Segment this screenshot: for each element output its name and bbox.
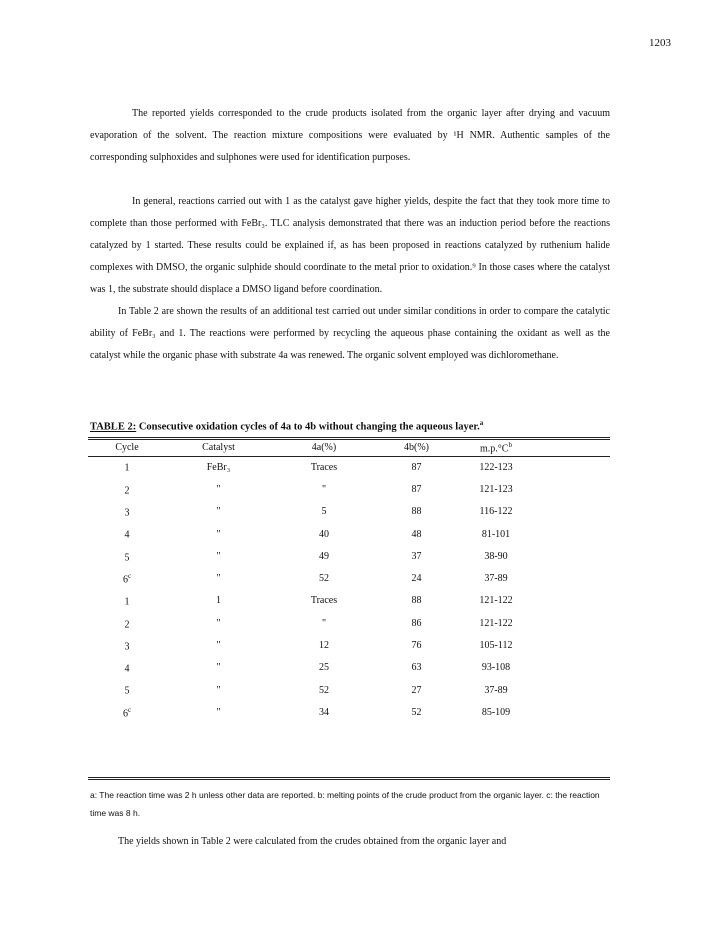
- table-row: [88, 657, 610, 679]
- catalyst-cell: ": [216, 640, 221, 652]
- catalyst-cell: ": [216, 550, 221, 562]
- yield-4a-cell: 5: [321, 506, 327, 518]
- fill-cell: [536, 634, 610, 656]
- cycle-cell: 1: [124, 596, 130, 608]
- table-header-row: [88, 439, 610, 456]
- fill-cell: [536, 501, 610, 523]
- yield-4a-cell: 34: [319, 706, 329, 718]
- catalyst-cell: ": [216, 706, 221, 718]
- melting-point-cell: 37-89: [484, 573, 508, 585]
- yield-4a-cell: 25: [319, 662, 329, 674]
- melting-point-cell: 93-108: [481, 662, 511, 674]
- table-bottom-rule-2: [88, 779, 610, 780]
- fill-cell: [536, 456, 610, 478]
- cycle-cell: 3: [124, 641, 130, 653]
- cycle-note: c: [127, 571, 132, 580]
- paragraph-3: In Table 2 are shown the results of an additional test carried out under similar conditions in order to compare the catalytic ability of FeBr₃ and 1. The reactions were performed by recycling the aqueous phase containing the oxidant as well as the catalyst while the organic phase with substrate 4a was renewed. The organic solvent employed was dichloromethane.: [90, 306, 610, 361]
- table-caption: [90, 419, 483, 433]
- table-row: [88, 567, 610, 589]
- melting-point-cell: 116-122: [479, 506, 513, 518]
- table-row: [88, 456, 610, 478]
- table-row: [88, 612, 610, 634]
- catalyst-cell: ": [216, 617, 221, 629]
- fill-cell: [536, 679, 610, 701]
- catalyst-cell: ": [216, 684, 221, 696]
- yield-4a-cell: 52: [319, 684, 329, 696]
- yield-4a-cell: Traces: [310, 461, 338, 473]
- yield-4b-cell: 24: [411, 573, 422, 585]
- cycle-cell: 1: [124, 462, 130, 474]
- cycle-cell: 6$^c$: [122, 705, 132, 720]
- cycle-cell: 4: [124, 529, 130, 541]
- header-mp: [456, 439, 536, 456]
- paragraph-2: In general, reactions carried out with 1 as the catalyst gave higher yields, despite the fact that they took more time to complete than those performed with FeBr₃. TLC analysis demonstrated that there was an induction period before the reactions catalyzed by 1 started. These results could be explained if, as has been proposed in reactions catalyzed by ruthenium halide complexes with DMSO, the organic sulphide should coordinate to the metal prior to oxidation.⁹ In those cases where the catalyst was 1, the substrate should displace a DMSO ligand before coordination.: [90, 196, 610, 295]
- fill-cell: [536, 657, 610, 679]
- catalyst-cell: ": [216, 662, 221, 674]
- fill-cell: [536, 612, 610, 634]
- catalyst-cell: ": [216, 573, 221, 585]
- yield-4a-cell: ": [321, 483, 327, 495]
- cycle-cell: 6$^c$: [122, 571, 132, 586]
- melting-point-cell: 37-89: [484, 684, 508, 696]
- catalyst-cell: ": [216, 528, 221, 540]
- table-row: [88, 478, 610, 500]
- catalyst-cell: 1: [216, 595, 221, 607]
- table-label: TABLE 2:: [90, 421, 137, 433]
- paragraph-1: The reported yields corresponded to the crude products isolated from the organic layer after drying and vacuum evaporation of the solvent. The reaction mixture compositions were evaluated by ¹H NMR. Authentic samples of the corresponding sulphoxides and sulphones were used for identification purposes.: [90, 108, 610, 163]
- yield-4a-cell: 49: [319, 550, 329, 562]
- table-row: [88, 545, 610, 567]
- table-row: [88, 501, 610, 523]
- final-paragraph: The yields shown in Table 2 were calculated from the crudes obtained from the organic layer and: [118, 836, 507, 847]
- yield-4b-cell: 52: [411, 706, 422, 718]
- cycle-cell: 5: [124, 552, 130, 563]
- fill-cell: [536, 523, 610, 545]
- table-row: [88, 523, 610, 545]
- melting-point-cell: 122-123: [479, 461, 513, 473]
- melting-point-cell: 121-122: [479, 595, 513, 607]
- table-row: [88, 634, 610, 656]
- yield-4b-cell: 37: [411, 550, 422, 562]
- yield-4b-cell: 87: [411, 461, 422, 473]
- cycle-cell: 4: [124, 663, 130, 675]
- yield-4b-cell: 88: [411, 595, 422, 607]
- yield-4b-cell: 27: [411, 684, 422, 696]
- cycle-note: c: [127, 705, 132, 714]
- yield-4b-cell: 86: [411, 617, 422, 629]
- page-number: 1203: [649, 37, 671, 49]
- header-mp-note: b: [508, 440, 512, 449]
- yield-4a-cell: 52: [319, 573, 329, 585]
- melting-point-cell: 121-122: [479, 617, 513, 629]
- yield-4a-cell: 12: [319, 640, 329, 652]
- fill-cell: [536, 545, 610, 567]
- melting-point-cell: 121-123: [479, 483, 513, 495]
- header-4b: 4b(%): [404, 442, 429, 453]
- melting-point-cell: 105-112: [479, 640, 513, 652]
- table-row: [88, 590, 610, 612]
- catalyst-cell: FeBr₃: [206, 461, 231, 473]
- cycle-cell: 5: [124, 685, 130, 697]
- fill-cell: [536, 567, 610, 589]
- yield-4b-cell: 88: [411, 506, 422, 518]
- table-bottom-rule: [88, 777, 610, 778]
- yield-4b-cell: 76: [411, 640, 422, 652]
- yield-4a-cell: Traces: [310, 595, 338, 607]
- table-row: [88, 679, 610, 701]
- fill-cell: [536, 701, 610, 723]
- cycle-cell: 3: [124, 507, 130, 519]
- catalyst-cell: ": [216, 483, 221, 495]
- header-cycle: Cycle: [115, 442, 139, 453]
- melting-point-cell: 81-101: [481, 528, 511, 540]
- table-caption-note: a: [479, 419, 484, 427]
- melting-point-cell: 85-109: [481, 706, 511, 718]
- table-footnote: a: The reaction time was 2 h unless other data are reported. b: melting points of the crude product from the organic layer. c: the reaction time was 8 h.: [90, 790, 600, 818]
- yield-4b-cell: 87: [411, 483, 422, 495]
- header-mp-text: m.p.°C: [480, 443, 509, 455]
- yield-4a-cell: ": [321, 617, 327, 629]
- yield-4a-cell: 40: [319, 528, 329, 540]
- table-top-rule: [88, 437, 610, 438]
- table-caption-text: Consecutive oxidation cycles of 4a to 4b without changing the aqueous layer.: [138, 421, 480, 433]
- results-table: [88, 439, 610, 724]
- melting-point-cell: 38-90: [484, 550, 508, 562]
- cycle-cell: 2: [124, 618, 130, 630]
- header-catalyst: Catalyst: [202, 442, 235, 453]
- table-row: [88, 701, 610, 723]
- fill-cell: [536, 478, 610, 500]
- header-fill: [536, 439, 610, 456]
- catalyst-cell: ": [216, 506, 221, 518]
- yield-4b-cell: 63: [411, 662, 422, 674]
- cycle-cell: 2: [124, 485, 130, 497]
- fill-cell: [536, 590, 610, 612]
- header-4a: 4a(%): [311, 442, 337, 453]
- yield-4b-cell: 48: [411, 528, 422, 540]
